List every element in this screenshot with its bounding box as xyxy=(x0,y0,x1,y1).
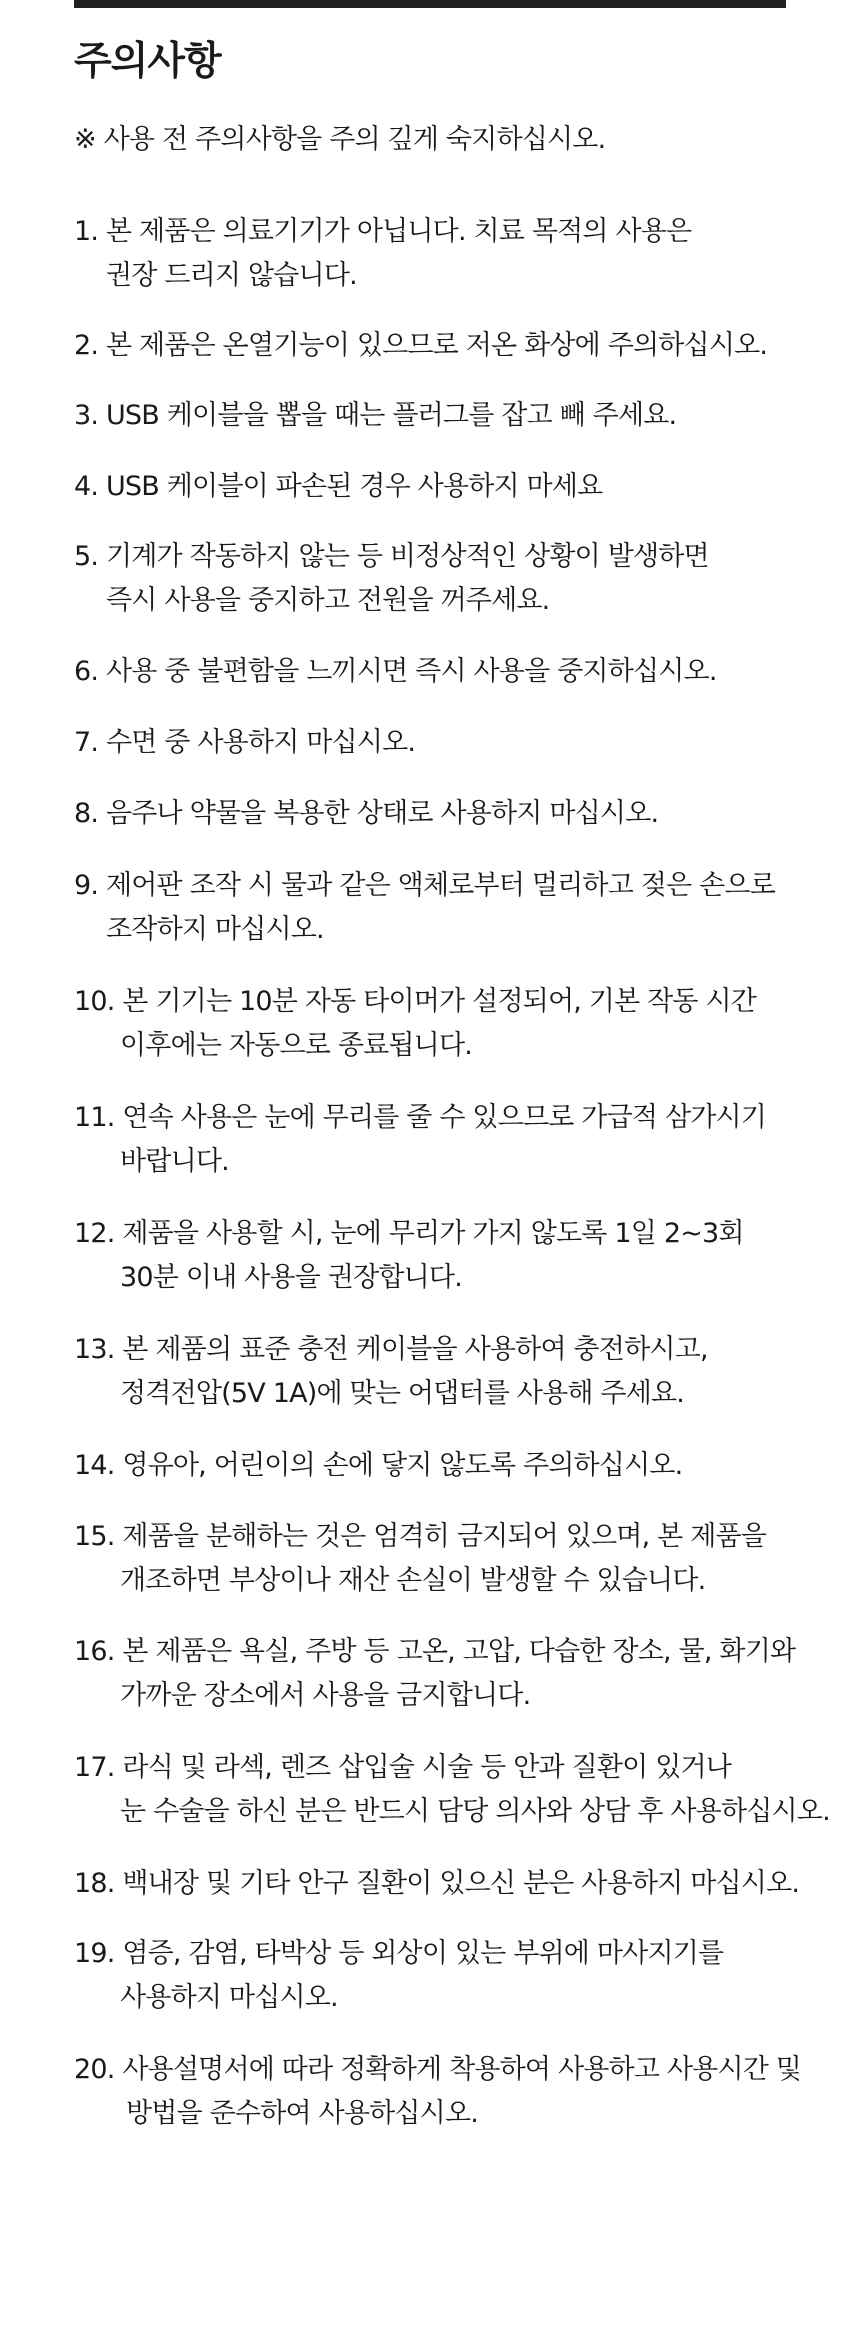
list-item-line2: 이후에는 자동으로 종료됩니다. xyxy=(120,1030,473,1061)
list-item-line1: 6. 사용 중 불편함을 느끼시면 즉시 사용을 중지하십시오. xyxy=(74,656,717,687)
list-item xyxy=(74,465,844,509)
list-item-line1: 3. USB 케이블을 뽑을 때는 플러그를 잡고 빼 주세요. xyxy=(74,400,677,431)
list-item-line1: 8. 음주나 약물을 복용한 상태로 사용하지 마십시오. xyxy=(74,798,659,829)
list-item-line2: 즉시 사용을 중지하고 전원을 꺼주세요. xyxy=(106,585,550,616)
list-item xyxy=(74,1328,844,1416)
list-item-line1: 16. 본 제품은 욕실, 주방 등 고온, 고압, 다습한 장소, 물, 화기와 xyxy=(74,1636,796,1667)
list-item-line1: 20. 사용설명서에 따라 정확하게 착용하여 사용하고 사용시간 및 xyxy=(74,2054,802,2085)
list-item-line1: 9. 제어판 조작 시 물과 같은 액체로부터 멀리하고 젖은 손으로 xyxy=(74,870,775,901)
list-item xyxy=(74,1746,844,1834)
list-item-line2: 바랍니다. xyxy=(120,1146,229,1177)
list-item-line2: 가까운 장소에서 사용을 금지합니다. xyxy=(120,1680,531,1711)
list-item xyxy=(74,792,844,836)
list-item-line1: 17. 라식 및 라섹, 렌즈 삽입술 시술 등 안과 질환이 있거나 xyxy=(74,1752,732,1783)
list-item xyxy=(74,210,844,298)
list-item-line1: 13. 본 제품의 표준 충전 케이블을 사용하여 충전하시고, xyxy=(74,1334,708,1365)
list-item-line1: 7. 수면 중 사용하지 마십시오. xyxy=(74,727,416,758)
list-item xyxy=(74,1932,844,2020)
list-item-line1: 5. 기계가 작동하지 않는 등 비정상적인 상황이 발생하면 xyxy=(74,541,709,572)
list-item xyxy=(74,1862,844,1906)
list-item xyxy=(74,1212,844,1300)
list-item-line2: 방법을 준수하여 사용하십시오. xyxy=(126,2098,479,2129)
list-item-line1: 18. 백내장 및 기타 안구 질환이 있으신 분은 사용하지 마십시오. xyxy=(74,1868,800,1899)
list-item-line1: 15. 제품을 분해하는 것은 엄격히 금지되어 있으며, 본 제품을 xyxy=(74,1521,767,1552)
list-item-line2: 권장 드리지 않습니다. xyxy=(106,260,357,291)
list-item-line1: 12. 제품을 사용할 시, 눈에 무리가 가지 않도록 1일 2~3회 xyxy=(74,1218,744,1249)
list-item xyxy=(74,2048,844,2136)
list-item xyxy=(74,1630,844,1718)
list-item xyxy=(74,864,844,952)
list-item xyxy=(74,1444,844,1488)
list-item-line1: 10. 본 기기는 10분 자동 타이머가 설정되어, 기본 작동 시간 xyxy=(74,986,757,1017)
top-divider xyxy=(74,0,786,8)
list-item-line2: 개조하면 부상이나 재산 손실이 발생할 수 있습니다. xyxy=(120,1565,706,1596)
list-item xyxy=(74,721,844,765)
list-item xyxy=(74,324,844,368)
page-title: 주의사항 xyxy=(74,39,221,84)
list-item-line2: 30분 이내 사용을 권장합니다. xyxy=(120,1262,462,1293)
list-item xyxy=(74,650,844,694)
list-item-line1: 14. 영유아, 어린이의 손에 닿지 않도록 주의하십시오. xyxy=(74,1450,683,1481)
list-item xyxy=(74,1096,844,1184)
list-item-line1: 4. USB 케이블이 파손된 경우 사용하지 마세요 xyxy=(74,471,603,502)
list-item-line1: 2. 본 제품은 온열기능이 있으므로 저온 화상에 주의하십시오. xyxy=(74,330,768,361)
list-item xyxy=(74,394,844,438)
list-item-line2: 조작하지 마십시오. xyxy=(106,914,324,945)
list-item-line2: 정격전압(5V 1A)에 맞는 어댑터를 사용해 주세요. xyxy=(120,1378,685,1409)
page-subtitle: ※ 사용 전 주의사항을 주의 깊게 숙지하십시오. xyxy=(74,124,606,155)
list-item-line1: 11. 연속 사용은 눈에 무리를 줄 수 있으므로 가급적 삼가시기 xyxy=(74,1102,767,1133)
list-item xyxy=(74,980,844,1068)
list-item-line2: 사용하지 마십시오. xyxy=(120,1982,338,2013)
list-item xyxy=(74,1515,844,1603)
list-item xyxy=(74,535,844,623)
list-item-line2: 눈 수술을 하신 분은 반드시 담당 의사와 상담 후 사용하십시오. xyxy=(120,1796,830,1827)
list-item-line1: 1. 본 제품은 의료기기가 아닙니다. 치료 목적의 사용은 xyxy=(74,216,692,247)
list-item-line1: 19. 염증, 감염, 타박상 등 외상이 있는 부위에 마사지기를 xyxy=(74,1938,724,1969)
